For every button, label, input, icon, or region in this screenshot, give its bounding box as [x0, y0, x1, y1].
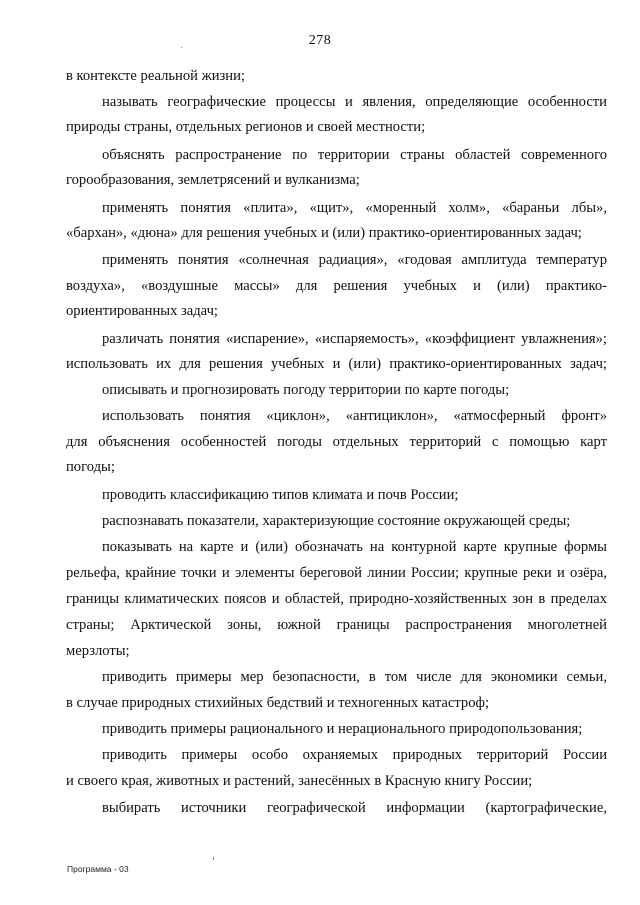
text-line: для объяснения особенностей погоды отдельных территорий с помощью карт	[66, 434, 607, 450]
text-line: распознавать показатели, характеризующие состояние окружающей среды;	[102, 513, 571, 529]
text-line: и своего края, животных и растений, занесённых в Красную книгу России;	[66, 773, 533, 789]
scan-speck	[213, 857, 214, 860]
text-line: природы страны, отдельных регионов и своей местности;	[66, 119, 426, 135]
text-line: мерзлоты;	[66, 643, 130, 659]
text-line: различать понятия «испарение», «испаряемость», «коэффициент увлажнения»;	[102, 331, 607, 347]
text-line: описывать и прогнозировать погоду территории по карте погоды;	[102, 382, 510, 398]
text-line: выбирать источники географической информации (картографические,	[102, 800, 607, 816]
text-line: в случае природных стихийных бедствий и техногенных катастроф;	[66, 695, 490, 711]
page-number: 278	[308, 33, 332, 48]
text-line: использовать их для решения учебных и (или) практико-ориентированных задач;	[66, 356, 607, 372]
scan-speck	[181, 47, 182, 48]
text-line: использовать понятия «циклон», «антициклон», «атмосферный фронт»	[102, 408, 607, 424]
footer-program-code: Программа - 03	[67, 864, 129, 874]
text-line: приводить примеры мер безопасности, в том числе для экономики семьи,	[102, 669, 607, 685]
text-line: погоды;	[66, 459, 115, 475]
text-line: показывать на карте и (или) обозначать на контурной карте крупные формы	[102, 539, 607, 555]
text-line: ориентированных задач;	[66, 303, 218, 319]
text-line: воздуха», «воздушные массы» для решения учебных и (или) практико-	[66, 278, 607, 294]
text-line: называть географические процессы и явления, определяющие особенности	[102, 94, 607, 110]
text-line: «бархан», «дюна» для решения учебных и (или) практико-ориентированных задач;	[66, 225, 582, 241]
text-line: применять понятия «солнечная радиация», «годовая амплитуда температур	[102, 252, 607, 268]
text-line: рельефа, крайние точки и элементы береговой линии России; крупные реки и озёра,	[66, 565, 607, 581]
text-line: объяснять распространение по территории страны областей современного	[102, 147, 607, 163]
text-line: приводить примеры особо охраняемых природных территорий России	[102, 747, 607, 763]
text-line: горообразования, землетрясений и вулканизма;	[66, 172, 360, 188]
text-line: границы климатических поясов и областей, природно-хозяйственных зон в пределах	[66, 591, 607, 607]
text-line: страны; Арктической зоны, южной границы распространения многолетней	[66, 617, 607, 633]
text-line: в контексте реальной жизни;	[66, 68, 245, 84]
text-line: применять понятия «плита», «щит», «моренный холм», «бараньи лбы»,	[102, 200, 607, 216]
text-line: приводить примеры рационального и нерационального природопользования;	[102, 721, 583, 737]
text-line: проводить классификацию типов климата и почв России;	[102, 487, 459, 503]
